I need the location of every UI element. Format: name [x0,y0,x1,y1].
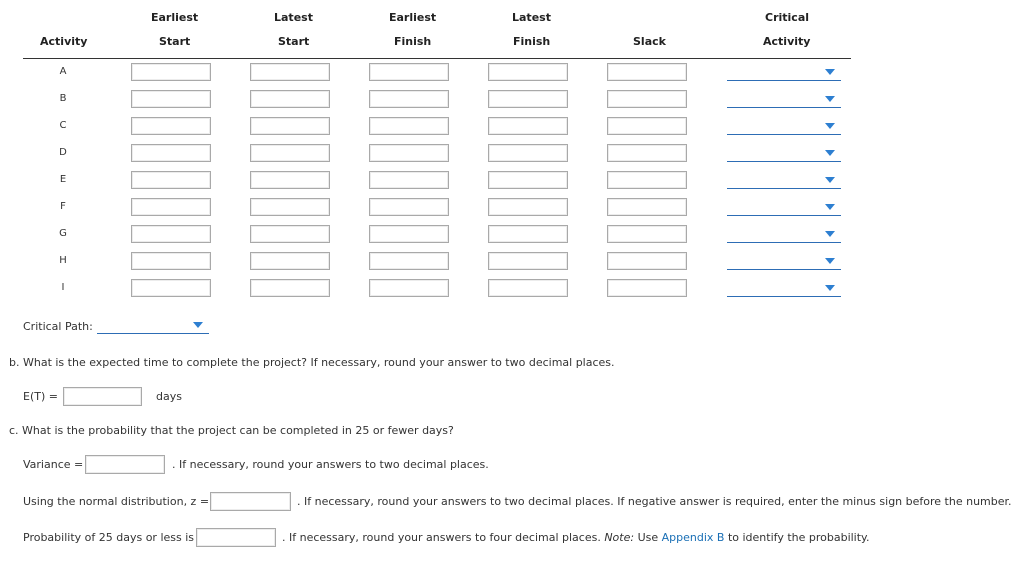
earliest-start-input-g[interactable] [131,225,211,243]
slack-input-g[interactable] [607,225,687,243]
slack-input-i[interactable] [607,279,687,297]
critical-activity-dropdown-b[interactable] [727,92,841,108]
variance-note: . If necessary, round your answers to two decimal places. [172,458,489,471]
activity-label: G [59,228,67,239]
z-input[interactable] [210,492,291,511]
earliest-start-input-a[interactable] [131,63,211,81]
latest-finish-input-a[interactable] [488,63,568,81]
z-label: Using the normal distribution, z = [23,495,210,508]
chevron-down-icon [825,258,835,264]
header-earliest-finish-line1: Earliest [389,11,437,24]
activity-label: C [59,120,67,131]
earliest-finish-input-i[interactable] [369,279,449,297]
probability-note-italic: Note: [604,531,635,544]
header-earliest-start-line1: Earliest [151,11,199,24]
header-latest-start-line2: Start [278,35,310,48]
activity-label: D [59,147,67,158]
chevron-down-icon [193,322,203,328]
slack-input-e[interactable] [607,171,687,189]
latest-finish-input-g[interactable] [488,225,568,243]
et-label: E(T) = [23,390,58,403]
earliest-finish-input-h[interactable] [369,252,449,270]
critical-activity-dropdown-h[interactable] [727,254,841,270]
chevron-down-icon [825,150,835,156]
latest-finish-input-f[interactable] [488,198,568,216]
header-latest-finish-line2: Finish [513,35,551,48]
critical-activity-dropdown-a[interactable] [727,65,841,81]
slack-input-a[interactable] [607,63,687,81]
probability-label: Probability of 25 days or less is [23,531,195,544]
chevron-down-icon [825,285,835,291]
header-slack: Slack [633,35,666,48]
latest-start-input-a[interactable] [250,63,330,81]
probability-note [282,531,870,544]
latest-finish-input-c[interactable] [488,117,568,135]
earliest-finish-input-e[interactable] [369,171,449,189]
chevron-down-icon [825,177,835,183]
latest-start-input-b[interactable] [250,90,330,108]
latest-finish-input-i[interactable] [488,279,568,297]
probability-input[interactable] [196,528,276,547]
slack-input-c[interactable] [607,117,687,135]
earliest-start-input-i[interactable] [131,279,211,297]
chevron-down-icon [825,96,835,102]
slack-input-h[interactable] [607,252,687,270]
latest-start-input-g[interactable] [250,225,330,243]
latest-finish-input-e[interactable] [488,171,568,189]
earliest-start-input-b[interactable] [131,90,211,108]
header-critical-activity-line2: Activity [763,35,811,48]
chevron-down-icon [825,69,835,75]
probability-note-post: to identify the probability. [724,531,870,544]
activity-label: H [59,255,67,266]
critical-activity-dropdown-c[interactable] [727,119,841,135]
earliest-finish-input-c[interactable] [369,117,449,135]
et-units: days [156,390,182,403]
probability-note-pre: . If necessary, round your answers to four decimal places. [282,531,605,544]
header-latest-finish-line1: Latest [512,11,551,24]
latest-start-input-h[interactable] [250,252,330,270]
critical-path-dropdown[interactable] [97,318,209,334]
latest-start-input-e[interactable] [250,171,330,189]
critical-activity-dropdown-f[interactable] [727,200,841,216]
critical-activity-dropdown-i[interactable] [727,281,841,297]
activity-label: I [61,282,65,293]
question-b: b. What is the expected time to complete the project? If necessary, round your answer to two decimal places. [9,356,615,369]
latest-finish-input-h[interactable] [488,252,568,270]
variance-input[interactable] [85,455,165,474]
earliest-start-input-h[interactable] [131,252,211,270]
chevron-down-icon [825,123,835,129]
header-earliest-finish-line2: Finish [394,35,432,48]
earliest-finish-input-f[interactable] [369,198,449,216]
et-input[interactable] [63,387,142,406]
slack-input-d[interactable] [607,144,687,162]
chevron-down-icon [825,231,835,237]
earliest-start-input-c[interactable] [131,117,211,135]
slack-input-f[interactable] [607,198,687,216]
latest-finish-input-b[interactable] [488,90,568,108]
probability-note-mid: Use [634,531,662,544]
critical-activity-dropdown-e[interactable] [727,173,841,189]
latest-start-input-d[interactable] [250,144,330,162]
critical-activity-dropdown-g[interactable] [727,227,841,243]
question-c: c. What is the probability that the project can be completed in 25 or fewer days? [9,424,454,437]
slack-input-b[interactable] [607,90,687,108]
earliest-finish-input-b[interactable] [369,90,449,108]
activity-label: A [59,66,67,77]
earliest-start-input-f[interactable] [131,198,211,216]
critical-path-label: Critical Path: [23,320,93,333]
header-earliest-start-line2: Start [159,35,191,48]
appendix-b-link[interactable]: Appendix B [661,531,725,544]
latest-start-input-f[interactable] [250,198,330,216]
earliest-start-input-e[interactable] [131,171,211,189]
critical-activity-dropdown-d[interactable] [727,146,841,162]
header-latest-start-line1: Latest [274,11,313,24]
latest-start-input-c[interactable] [250,117,330,135]
latest-finish-input-d[interactable] [488,144,568,162]
earliest-finish-input-g[interactable] [369,225,449,243]
earliest-finish-input-d[interactable] [369,144,449,162]
activity-label: B [59,93,67,104]
header-activity: Activity [40,35,88,48]
z-note: . If necessary, round your answers to two decimal places. If negative answer is required, enter the minus sign before the number. [297,495,1012,508]
activity-label: F [60,201,66,212]
variance-label: Variance = [23,458,84,471]
header-critical-activity-line1: Critical [765,11,810,24]
chevron-down-icon [825,204,835,210]
latest-start-input-i[interactable] [250,279,330,297]
header-divider [23,58,851,59]
earliest-start-input-d[interactable] [131,144,211,162]
earliest-finish-input-a[interactable] [369,63,449,81]
activity-label: E [59,174,67,185]
